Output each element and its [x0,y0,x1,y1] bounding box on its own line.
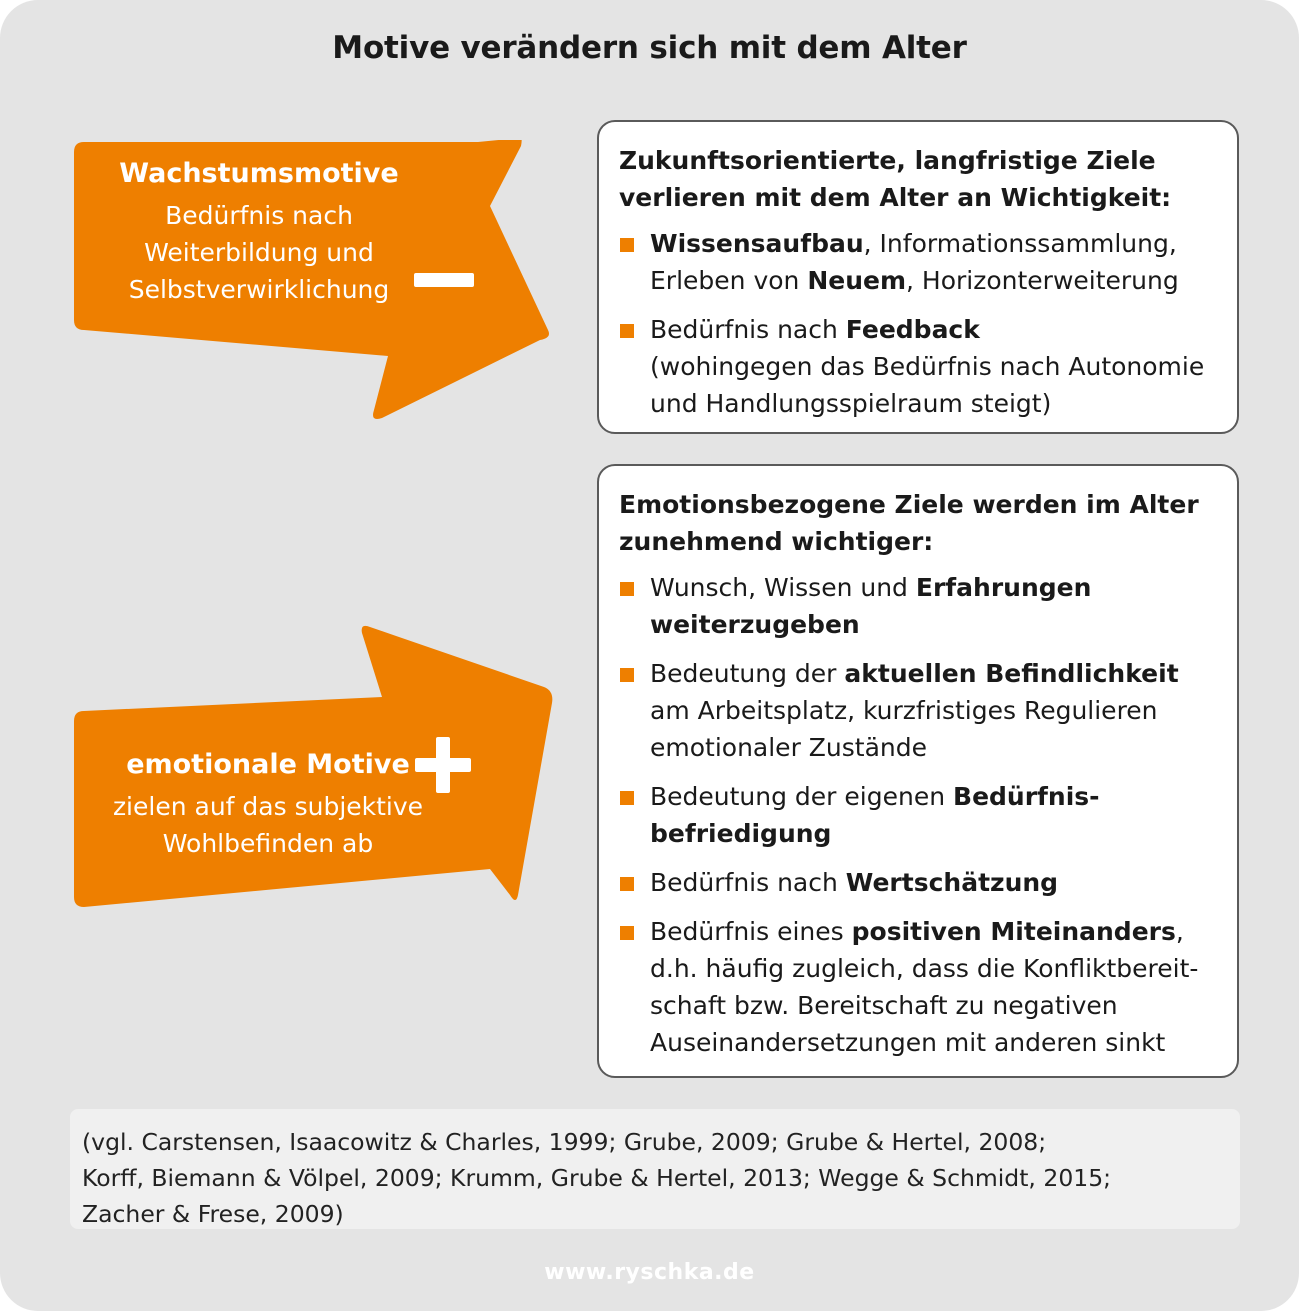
references [70,1109,1240,1229]
box-heading-line: verlieren mit dem Alter an Wichtigkeit: [619,183,1172,212]
emphasized-text: Wertschätzung [845,868,1059,897]
emphasized-text: befriedigung [650,819,832,848]
list-item-line [650,729,1227,766]
box-heading-line: Emotionsbezogene Ziele werden im Alter [619,490,1199,519]
emphasized-text: Wissensaufbau [650,229,864,258]
emotional-motives-line: Wohlbefinden ab [162,829,374,858]
emotional-motives-text [78,748,458,862]
list-item [619,913,1227,1061]
growth-motives-line: Bedürfnis nach [165,201,353,230]
text-segment: , Informationssammlung, [863,229,1177,258]
list-item-line [650,692,1227,729]
list-item-line [650,225,1227,262]
square-bullet-icon [620,668,634,682]
emphasized-text: Neuem [807,266,907,295]
list-item-line [650,778,1227,815]
emphasized-text: weiterzugeben [650,610,860,639]
text-segment: emotionaler Zustände [650,733,928,762]
growth-motives-heading: Wachstumsmotive [119,158,399,189]
text-segment: und Handlungsspielraum steigt) [650,389,1052,418]
page-title: Motive verändern sich mit dem Alter [332,30,967,66]
list-item-line [650,348,1227,385]
reference-line: (vgl. Carstensen, Isaacowitz & Charles, 1999; Grube, 2009; Grube & Hertel, 2008; [82,1128,1047,1156]
list-item [619,311,1227,422]
emotional-motives-heading: emotionale Motive [126,749,410,780]
emphasized-text: Bedürfnis- [953,782,1100,811]
reference-line: Zacher & Frese, 2009) [82,1200,344,1228]
footer-url: www.ryschka.de [544,1260,755,1285]
list-item-line [650,815,1227,852]
text-segment: , Horizonterweiterung [906,266,1179,295]
text-segment: Wunsch, Wissen und [650,573,916,602]
square-bullet-icon [620,238,634,252]
square-bullet-icon [620,582,634,596]
list-item-line [650,950,1227,987]
text-segment: Auseinandersetzungen mit anderen sinkt [650,1028,1166,1057]
list-item [619,655,1227,766]
list-item-line [650,1024,1227,1061]
emphasized-text: positiven Miteinanders [851,917,1176,946]
list-item [619,225,1227,299]
minus-icon [414,273,474,287]
list-item [619,569,1227,643]
box-heading-line: zunehmend wichtiger: [619,527,934,556]
list-item [619,778,1227,852]
increasing-goals-box [597,464,1239,1078]
growth-motives-text [75,157,443,308]
list-item-line [650,987,1227,1024]
growth-motives-line: Selbstverwirklichung [128,275,390,304]
list-item-line [650,385,1227,422]
square-bullet-icon [620,791,634,805]
text-segment: d.h. häufig zugleich, dass die Konfliktbereit- [650,954,1199,983]
plus-icon [415,737,471,793]
reference-line: Korff, Biemann & Völpel, 2009; Krumm, Grube & Hertel, 2013; Wegge & Schmidt, 2015; [82,1164,1112,1192]
text-segment: Bedeutung der [650,659,845,688]
text-segment: (wohingegen das Bedürfnis nach Autonomie [650,352,1205,381]
list-item-line [650,311,1227,348]
text-segment: am Arbeitsplatz, kurzfristiges Regulieren [650,696,1158,725]
text-segment: Bedeutung der eigenen [650,782,954,811]
emphasized-text: Erfahrungen [915,573,1092,602]
declining-goals-box [597,120,1239,434]
text-segment: , [1175,917,1184,946]
list-item-line [650,655,1227,692]
box-item-list [619,225,1227,434]
square-bullet-icon [620,926,634,940]
square-bullet-icon [620,877,634,891]
list-item-line [650,569,1227,606]
growth-motives-line: Weiterbildung und [144,238,374,267]
box-item-list [619,569,1227,1073]
list-item-line [650,262,1227,299]
text-segment: Erleben von [650,266,808,295]
emphasized-text: Feedback [845,315,980,344]
list-item [619,864,1227,901]
emotional-motives-line: zielen auf das subjektive [112,792,424,821]
emphasized-text: aktuellen Befindlichkeit [844,659,1179,688]
box-heading [619,486,1223,560]
text-segment: schaft bzw. Bereitschaft zu negativen [650,991,1118,1020]
list-item-line [650,606,1227,643]
text-segment: Bedürfnis nach [650,315,846,344]
list-item-line [650,913,1227,950]
box-heading-line: Zukunftsorientierte, langfristige Ziele [619,146,1156,175]
square-bullet-icon [620,324,634,338]
text-segment: Bedürfnis nach [650,868,846,897]
list-item-line [650,864,1227,901]
box-heading [619,142,1223,216]
text-segment: Bedürfnis eines [650,917,852,946]
